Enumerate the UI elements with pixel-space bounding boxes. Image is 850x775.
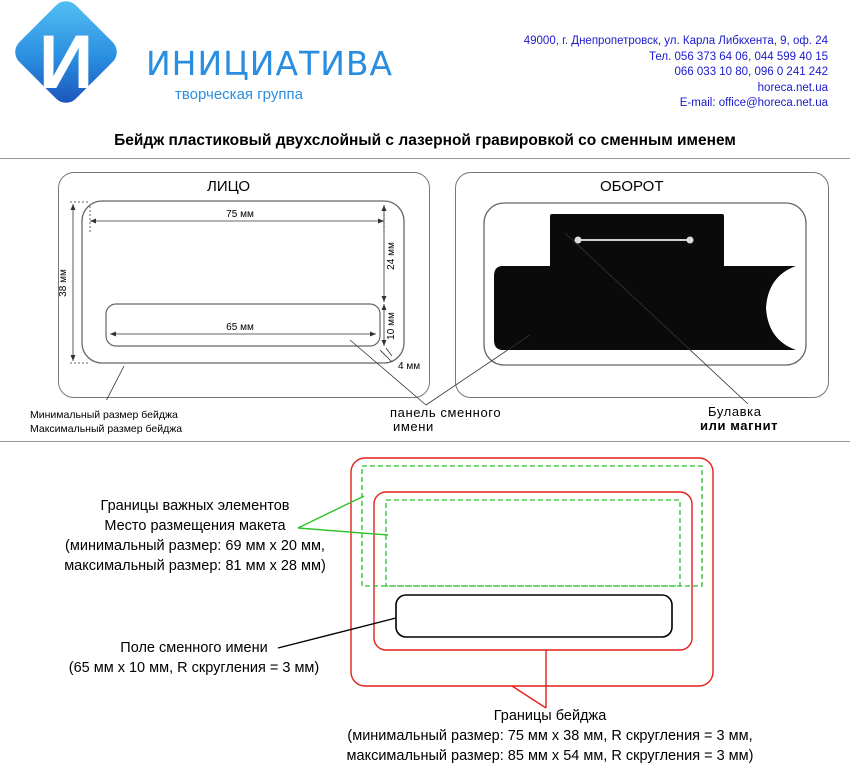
dim-height-label: 38 мм [58, 269, 69, 297]
label-magnet: или магнит [700, 418, 779, 433]
important-bounds-text [40, 496, 350, 576]
label-panel-line2: имени [393, 419, 434, 434]
important-bounds-line4: максимальный размер: 81 мм х 28 мм) [64, 558, 326, 574]
dim-top-label: 24 мм [386, 242, 397, 270]
badge-bounds-text [320, 706, 780, 766]
label-min-size: Минимальный размер бейджа [30, 409, 178, 421]
contact-phone-1: Тел. 056 373 64 06, 044 599 40 15 [649, 50, 828, 63]
badge-bounds-line2: (минимальный размер: 75 мм х 38 мм, R скругления = 3 мм, [347, 728, 753, 744]
dim-slot-height-label: 10 мм [386, 312, 397, 340]
logo-letter-icon: И [38, 20, 94, 105]
important-min-outline [386, 500, 680, 586]
name-field-line1: Поле сменного имени [120, 640, 268, 656]
brand-tagline: творческая группа [175, 86, 303, 103]
label-panel-line1: панель сменного [390, 405, 502, 420]
name-field-outline [396, 595, 672, 637]
back-heading: ОБОРОТ [600, 178, 664, 195]
brand-name: ИНИЦИАТИВА [146, 44, 394, 83]
name-field-line2: (65 мм х 10 мм, R скругления = 3 мм) [68, 660, 320, 676]
important-bounds-line1: Границы важных элементов [100, 498, 290, 514]
label-pin: Булавка [708, 404, 762, 419]
dim-slot-width-label: 65 мм [226, 322, 254, 333]
name-field-text [44, 638, 344, 678]
contact-address: 49000, г. Днепропетровск, ул. Карла Либкхента, 9, оф. 24 [523, 35, 828, 47]
page-title: Бейдж пластиковый двухслойный с лазерной гравировкой со сменным именем [114, 132, 736, 149]
badge-bounds-line3: максимальный размер: 85 мм х 54 мм, R скругления = 3 мм) [346, 748, 754, 764]
dim-width-label: 75 мм [226, 209, 254, 220]
important-bounds-line3: (минимальный размер: 69 мм х 20 мм, [65, 538, 325, 554]
contact-email[interactable]: E-mail: office@horeca.net.ua [679, 97, 828, 109]
badge-bounds-line1: Границы бейджа [493, 708, 607, 724]
dim-margin-label: 4 мм [398, 361, 421, 372]
contact-phone-2: 066 033 10 80, 096 0 241 242 [674, 66, 828, 78]
badge-min-outline [374, 492, 692, 650]
contact-website[interactable]: horeca.net.ua [757, 81, 828, 94]
important-max-outline [362, 466, 702, 586]
front-heading: ЛИЦО [207, 178, 251, 195]
important-bounds-line2: Место размещения макета [104, 518, 286, 534]
label-max-size: Максимальный размер бейджа [30, 423, 183, 435]
